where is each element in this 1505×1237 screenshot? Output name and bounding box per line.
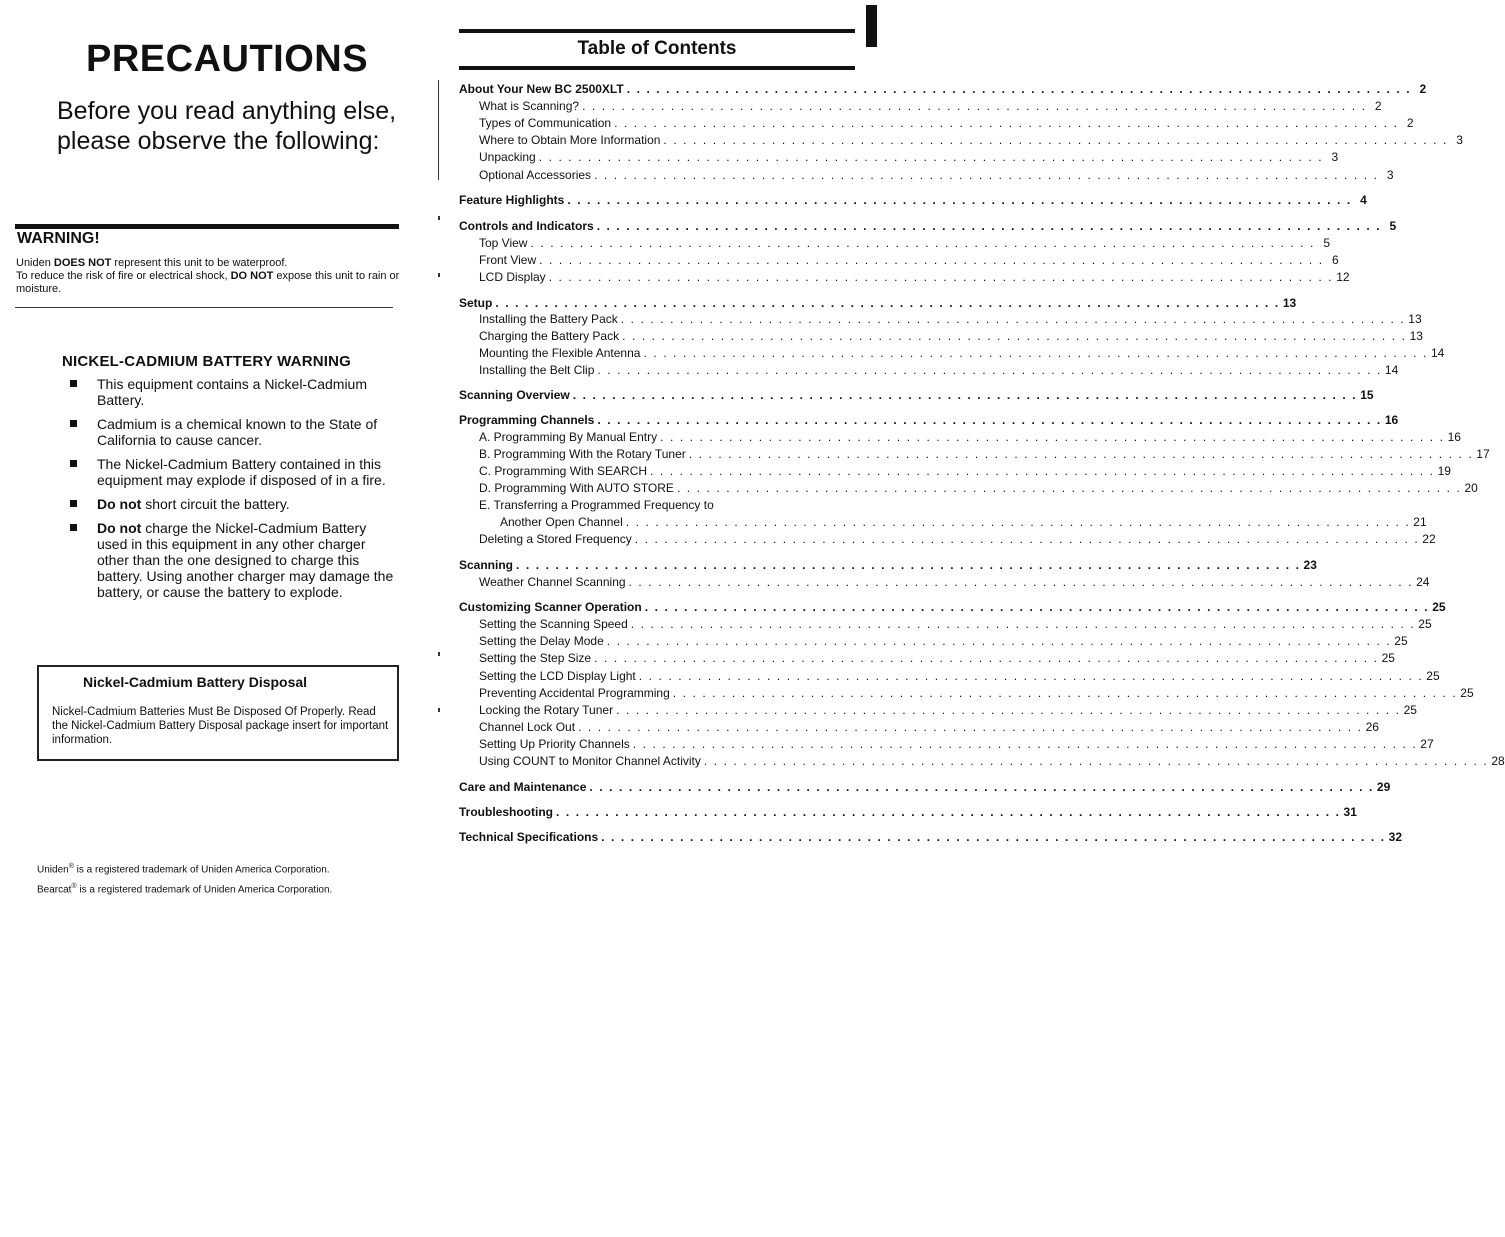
- toc-leader-dots: . . . . . . . . . . . . . . . . . . . . . . . . . . . . . . . . . . . . . . . . . . . . . . . . . . . . . . . . . . . . . . . . . . . . . . . . . . . . . . . .: [622, 329, 1407, 343]
- toc-entry: [459, 385, 1374, 402]
- toc-entry: [459, 495, 858, 512]
- toc-page-number: 6: [1331, 253, 1339, 267]
- bullet-icon: [70, 460, 77, 467]
- battery-disposal-box: [37, 665, 399, 761]
- toc-entry: [459, 233, 1330, 250]
- toc-entry-label: Optional Accessories: [479, 168, 592, 182]
- toc-leader-dots: . . . . . . . . . . . . . . . . . . . . . . . . . . . . . . . . . . . . . . . . . . . . . . . . . . . . . . . . . . . . . . . . . . . . . . . . . . . . . . . .: [672, 686, 1458, 700]
- toc-entry: [459, 190, 1367, 207]
- toc-entry-label: About Your New BC 2500XLT: [459, 82, 624, 96]
- toc-entry-label: Customizing Scanner Operation: [459, 600, 642, 614]
- toc-page-number: 2: [1406, 116, 1414, 130]
- toc-entry-label: D. Programming With AUTO STORE: [479, 481, 674, 495]
- toc-leader-dots: . . . . . . . . . . . . . . . . . . . . . . . . . . . . . . . . . . . . . . . . . . . . . . . . . . . . . . . . . . . . . . . . . . . . . . . . . . . . . . . .: [650, 464, 1435, 478]
- scan-speck: [438, 708, 440, 712]
- disposal-text: Nickel-Cadmium Batteries Must Be Disposed Of Properly. Read the Nickel-Cadmium Battery Disposal package insert for important information.: [52, 706, 389, 746]
- toc-entry-label: A. Programming By Manual Entry: [479, 430, 658, 444]
- toc-page-number: 24: [1416, 575, 1430, 589]
- list-item: This equipment contains a Nickel-Cadmium Battery.: [66, 376, 398, 408]
- list-item: Do not charge the Nickel-Cadmium Battery used in this equipment in any other charger other than the one designed to charge this battery. Using another charger may damage the battery, or cause the battery to explode.: [66, 520, 398, 600]
- toc-entry-label: Unpacking: [479, 150, 536, 164]
- page-title: PRECAUTIONS: [86, 38, 369, 80]
- toc-page-number: 26: [1365, 720, 1379, 734]
- toc-entry: [459, 648, 1395, 665]
- toc-leader-dots: . . . . . . . . . . . . . . . . . . . . . . . . . . . . . . . . . . . . . . . . . . . . . . . . . . . . . . . . . . . . . . . . . . . . . . . . . . . . . . . .: [632, 737, 1418, 751]
- toc-page-number: 3: [1386, 168, 1394, 182]
- toc-entry-label: Setting the Scanning Speed: [479, 617, 628, 631]
- toc-page-number: 13: [1282, 296, 1297, 310]
- toc-entry-label: Front View: [479, 253, 537, 267]
- toc-entry: [459, 267, 1350, 284]
- toc-leader-dots: . . . . . . . . . . . . . . . . . . . . . . . . . . . . . . . . . . . . . . . . . . . . . . . . . . . . . . . . . . . . . . . . . . . . . . . . . . . . . . . .: [596, 219, 1382, 233]
- toc-leader-dots: . . . . . . . . . . . . . . . . . . . . . . . . . . . . . . . . . . . . . . . . . . . . . . . . . . . . . . . . . . . . . . . . . . . . . . . . . . . . . . . .: [643, 346, 1428, 360]
- toc-page-number: 25: [1432, 600, 1446, 614]
- toc-leader-dots: . . . . . . . . . . . . . . . . . . . . . . . . . . . . . . . . . . . . . . . . . . . . . . . . . . . . . . . . . . . . . . . . . . . . . . . . . . . . . . . .: [634, 532, 1420, 546]
- toc-entry-label: Installing the Battery Pack: [479, 312, 618, 326]
- toc-page-number: 25: [1460, 686, 1474, 700]
- scan-speck: [438, 273, 440, 277]
- toc-entry-label: B. Programming With the Rotary Tuner: [479, 447, 686, 461]
- intro-text: Before you read anything else, please observe the following:: [57, 97, 397, 155]
- toc-leader-dots: . . . . . . . . . . . . . . . . . . . . . . . . . . . . . . . . . . . . . . . . . . . . . . . . . . . . . . . . . . . . . . . . . . . . . . . . . . . . . . . .: [572, 388, 1358, 402]
- toc-entry: [459, 478, 1478, 495]
- toc-entry-label: Troubleshooting: [459, 805, 553, 819]
- toc-page-number: 16: [1384, 413, 1399, 427]
- toc-leader-dots: . . . . . . . . . . . . . . . . . . . . . . . . . . . . . . . . . . . . . . . . . . . . . . . . . . . . . . . . . . . . . . . . . . . . . . . . . . . . . . . .: [644, 600, 1430, 614]
- bullet-icon: [70, 500, 77, 507]
- toc-rule-top: [459, 29, 855, 33]
- toc-entry-label: Where to Obtain More Information: [479, 133, 661, 147]
- toc-page-number: 15: [1360, 388, 1374, 402]
- toc-entry-label: Scanning Overview: [459, 388, 570, 402]
- toc-page-number: 3: [1456, 133, 1463, 147]
- toc-entry: [459, 734, 1434, 751]
- toc-leader-dots: . . . . . . . . . . . . . . . . . . . . . . . . . . . . . . . . . . . . . . . . . . . . . . . . . . . . . . . . . . . . . . . . . . . . . . . . . . . . . . . .: [601, 830, 1386, 844]
- toc-page-number: 5: [1389, 219, 1397, 233]
- toc-entry-label: Locking the Rotary Tuner: [479, 703, 614, 717]
- bullet-icon: [70, 380, 77, 387]
- toc-entry-label: E. Transferring a Programmed Frequency to: [479, 498, 714, 512]
- toc-entry: [459, 96, 1382, 113]
- list-item: The Nickel-Cadmium Battery contained in this equipment may explode if disposed of in a fire.: [66, 456, 398, 488]
- toc-entry: [459, 360, 1399, 377]
- warning-rule-top: [15, 224, 399, 229]
- toc-page-number: 3: [1331, 150, 1339, 164]
- trademark-notes: [37, 858, 332, 899]
- toc-leader-dots: . . . . . . . . . . . . . . . . . . . . . . . . . . . . . . . . . . . . . . . . . . . . . . . . . . . . . . . . . . . . . . . . . . . . . . . . . . . . . . . .: [638, 669, 1424, 683]
- toc-page-number: 14: [1384, 363, 1399, 377]
- toc-leader-dots: . . . . . . . . . . . . . . . . . . . . . . . . . . . . . . . . . . . . . . . . . . . . . . . . . . . . . . . . . . . . . . . . . . . . . . . . . . . . . . . .: [582, 99, 1367, 113]
- toc-page-number: 22: [1422, 532, 1436, 546]
- toc-entry: [459, 512, 1427, 529]
- toc-page-number: 20: [1464, 481, 1478, 495]
- toc-page-number: 31: [1343, 805, 1357, 819]
- toc-entry-label: LCD Display: [479, 270, 546, 284]
- toc-leader-dots: . . . . . . . . . . . . . . . . . . . . . . . . . . . . . . . . . . . . . . . . . . . . . . . . . . . . . . . . . . . . . . . . . . . . . . . . . . . . . . . .: [688, 447, 1474, 461]
- toc-entry: [459, 631, 1408, 648]
- toc-entry: [459, 113, 1414, 130]
- toc-leader-dots: . . . . . . . . . . . . . . . . . . . . . . . . . . . . . . . . . . . . . . . . . . . . . . . . . . . . . . . . . . . . . . . . . . . . . . . . . . . . . . . .: [548, 270, 1334, 284]
- toc-leader-dots: . . . . . . . . . . . . . . . . . . . . . . . . . . . . . . . . . . . . . . . . . . . . . . . . . . . . . . . . . . . . . . . . . . . . . . . . . . . . . . . .: [597, 413, 1382, 427]
- toc-entry: [459, 216, 1397, 233]
- warning-rule-bottom: [15, 307, 393, 308]
- toc-page-number: 28: [1491, 754, 1505, 768]
- toc-page-number: 27: [1420, 737, 1434, 751]
- toc-entry-label: Technical Specifications: [459, 830, 599, 844]
- toc-leader-dots: . . . . . . . . . . . . . . . . . . . . . . . . . . . . . . . . . . . . . . . . . . . . . . . . . . . . . . . . . . . . . . . . . . . . . . . . . . . . . . . .: [556, 805, 1341, 819]
- toc-entry-label: Care and Maintenance: [459, 780, 587, 794]
- toc-entry: [459, 572, 1430, 589]
- toc-page-number: 25: [1381, 651, 1395, 665]
- toc-leader-dots: . . . . . . . . . . . . . . . . . . . . . . . . . . . . . . . . . . . . . . . . . . . . . . . . . . . . . . . . . . . . . . . . . . . . . . . . . . . . . . . .: [625, 515, 1411, 529]
- toc-entry-label: Scanning: [459, 558, 514, 572]
- warning-heading: WARNING!: [17, 230, 100, 247]
- toc-leader-dots: . . . . . . . . . . . . . . . . . . . . . . . . . . . . . . . . . . . . . . . . . . . . . . . . . . . . . . . . . . . . . . . . . . . . . . . . . . . . . . . .: [620, 312, 1406, 326]
- toc-entry: [459, 529, 1436, 546]
- toc-entry-label: Programming Channels: [459, 413, 595, 427]
- toc-entry: [459, 827, 1403, 844]
- disposal-title: Nickel-Cadmium Battery Disposal: [83, 674, 308, 690]
- toc-leader-dots: . . . . . . . . . . . . . . . . . . . . . . . . . . . . . . . . . . . . . . . . . . . . . . . . . . . . . . . . . . . . . . . . . . . . . . . . . . . . . . . .: [663, 133, 1448, 147]
- toc-entry: [459, 751, 1505, 768]
- toc-entry-label: Mounting the Flexible Antenna: [479, 346, 641, 360]
- list-item: Do not short circuit the battery.: [66, 496, 398, 512]
- toc-page-number: 13: [1409, 329, 1423, 343]
- toc-entry: [459, 293, 1297, 310]
- toc-entry: [459, 343, 1445, 360]
- toc-leader-dots: . . . . . . . . . . . . . . . . . . . . . . . . . . . . . . . . . . . . . . . . . . . . . . . . . . . . . . . . . . . . . . . . . . . . . . . . . . . . . . . .: [567, 193, 1352, 207]
- toc-entry: [459, 147, 1339, 164]
- toc-entry-label: Channel Lock Out: [479, 720, 576, 734]
- column-divider: [438, 80, 439, 180]
- toc-entry-label: Preventing Accidental Programming: [479, 686, 670, 700]
- toc-leader-dots: . . . . . . . . . . . . . . . . . . . . . . . . . . . . . . . . . . . . . . . . . . . . . . . . . . . . . . . . . . . . . . . . . . . . . . . . . . . . . . . .: [626, 82, 1412, 96]
- nicad-warning-list: [66, 376, 398, 608]
- toc-page-number: 21: [1413, 515, 1427, 529]
- toc-page-number: 2: [1374, 99, 1382, 113]
- toc-leader-dots: . . . . . . . . . . . . . . . . . . . . . . . . . . . . . . . . . . . . . . . . . . . . . . . . . . . . . . . . . . . . . . . . . . . . . . . . . . . . . . . .: [597, 363, 1382, 377]
- scan-speck: [438, 652, 440, 656]
- toc-entry: [459, 683, 1474, 700]
- trademark-bearcat: Bearcat® is a registered trademark of Uniden America Corporation.: [37, 883, 333, 896]
- scan-speck: [438, 216, 440, 220]
- toc-entry-label: Controls and Indicators: [459, 219, 594, 233]
- toc-leader-dots: . . . . . . . . . . . . . . . . . . . . . . . . . . . . . . . . . . . . . . . . . . . . . . . . . . . . . . . . . . . . . . . . . . . . . . . . . . . . . . . .: [594, 168, 1379, 182]
- toc-leader-dots: . . . . . . . . . . . . . . . . . . . . . . . . . . . . . . . . . . . . . . . . . . . . . . . . . . . . . . . . . . . . . . . . . . . . . . . . . . . . . . . .: [660, 430, 1445, 444]
- bullet-icon: [70, 524, 77, 531]
- toc-page-number: 23: [1303, 558, 1317, 572]
- toc-entry-label: Using COUNT to Monitor Channel Activity: [479, 754, 701, 768]
- toc-entry-label: Another Open Channel: [500, 515, 623, 529]
- toc-entry: [459, 597, 1446, 614]
- toc-leader-dots: . . . . . . . . . . . . . . . . . . . . . . . . . . . . . . . . . . . . . . . . . . . . . . . . . . . . . . . . . . . . . . . . . . . . . . . . . . . . . . . .: [516, 558, 1301, 572]
- toc-entry: [459, 666, 1440, 683]
- toc-entry-label: Types of Communication: [479, 116, 612, 130]
- toc-entry-label: Deleting a Stored Frequency: [479, 532, 632, 546]
- toc-page-number: 25: [1418, 617, 1432, 631]
- toc-entry: [459, 777, 1391, 794]
- toc-leader-dots: . . . . . . . . . . . . . . . . . . . . . . . . . . . . . . . . . . . . . . . . . . . . . . . . . . . . . . . . . . . . . . . . . . . . . . . . . . . . . . . .: [614, 116, 1399, 130]
- trademark-uniden: Uniden® is a registered trademark of Uniden America Corporation.: [37, 863, 330, 876]
- toc-entry-label: What is Scanning?: [479, 99, 580, 113]
- list-item: Cadmium is a chemical known to the State of California to cause cancer.: [66, 416, 398, 448]
- toc-leader-dots: . . . . . . . . . . . . . . . . . . . . . . . . . . . . . . . . . . . . . . . . . . . . . . . . . . . . . . . . . . . . . . . . . . . . . . . . . . . . . . . .: [578, 720, 1363, 734]
- toc-entry: [459, 555, 1317, 572]
- toc-page-number: 25: [1403, 703, 1417, 717]
- toc-page-number: 19: [1437, 464, 1451, 478]
- toc-page-number: 25: [1426, 669, 1440, 683]
- toc-leader-dots: . . . . . . . . . . . . . . . . . . . . . . . . . . . . . . . . . . . . . . . . . . . . . . . . . . . . . . . . . . . . . . . . . . . . . . . . . . . . . . . .: [495, 296, 1280, 310]
- toc-entry: [459, 700, 1417, 717]
- toc-entry-label: Charging the Battery Pack: [479, 329, 620, 343]
- toc-entry-label: Setup: [459, 296, 493, 310]
- toc-rule-bottom: [459, 66, 855, 70]
- toc-leader-dots: . . . . . . . . . . . . . . . . . . . . . . . . . . . . . . . . . . . . . . . . . . . . . . . . . . . . . . . . . . . . . . . . . . . . . . . . . . . . . . . .: [630, 617, 1416, 631]
- toc-leader-dots: . . . . . . . . . . . . . . . . . . . . . . . . . . . . . . . . . . . . . . . . . . . . . . . . . . . . . . . . . . . . . . . . . . . . . . . . . . . . . . . .: [616, 703, 1401, 717]
- toc-entry: [459, 165, 1394, 182]
- toc-entry: [459, 79, 1427, 96]
- toc-entry: [459, 427, 1461, 444]
- toc-page-number: 32: [1388, 830, 1403, 844]
- toc-title: Table of Contents: [577, 38, 737, 59]
- toc-entry-label: Setting Up Priority Channels: [479, 737, 630, 751]
- nicad-warning-heading: NICKEL-CADMIUM BATTERY WARNING: [62, 353, 352, 370]
- toc-entry: [459, 410, 1399, 427]
- toc-entry: [459, 717, 1379, 734]
- toc-entry-label: C. Programming With SEARCH: [479, 464, 648, 478]
- toc-entry-label: Feature Highlights: [459, 193, 565, 207]
- toc-entry: [459, 309, 1422, 326]
- toc-entry-label: Top View: [479, 236, 528, 250]
- toc-leader-dots: . . . . . . . . . . . . . . . . . . . . . . . . . . . . . . . . . . . . . . . . . . . . . . . . . . . . . . . . . . . . . . . . . . . . . . . . . . . . . . . .: [539, 253, 1324, 267]
- toc-leader-dots: . . . . . . . . . . . . . . . . . . . . . . . . . . . . . . . . . . . . . . . . . . . . . . . . . . . . . . . . . . . . . . . . . . . . . . . . . . . . . . . .: [606, 634, 1392, 648]
- toc-entry: [459, 130, 1463, 147]
- toc-page-number: 16: [1447, 430, 1461, 444]
- toc-entry: [459, 326, 1423, 343]
- toc-page-number: 12: [1336, 270, 1350, 284]
- toc-entry: [459, 250, 1339, 267]
- toc-entry-label: Installing the Belt Clip: [479, 363, 595, 377]
- bullet-icon: [70, 420, 77, 427]
- toc-page-number: 17: [1476, 447, 1490, 461]
- toc-leader-dots: . . . . . . . . . . . . . . . . . . . . . . . . . . . . . . . . . . . . . . . . . . . . . . . . . . . . . . . . . . . . . . . . . . . . . . . . . . . . . . . .: [530, 236, 1315, 250]
- toc-leader-dots: . . . . . . . . . . . . . . . . . . . . . . . . . . . . . . . . . . . . . . . . . . . . . . . . . . . . . . . . . . . . . . . . . . . . . . . . . . . . . . . .: [589, 780, 1374, 794]
- toc-page-number: 29: [1376, 780, 1391, 794]
- toc-entry: [459, 614, 1432, 631]
- toc-page-number: 2: [1419, 82, 1427, 96]
- toc-leader-dots: . . . . . . . . . . . . . . . . . . . . . . . . . . . . . . . . . . . . . . . . . . . . . . . . . . . . . . . . . . . . . . . . . . . . . . . . . . . . . . . .: [628, 575, 1414, 589]
- toc-leader-dots: . . . . . . . . . . . . . . . . . . . . . . . . . . . . . . . . . . . . . . . . . . . . . . . . . . . . . . . . . . . . . . . . . . . . . . . . . . . . . . . .: [676, 481, 1462, 495]
- toc-entry: [459, 461, 1451, 478]
- warning-text: Uniden DOES NOT represent this unit to be waterproof. To reduce the risk of fire or electrical shock, DO NOT expose this unit to rain or moisture.: [16, 257, 400, 295]
- toc-entry-label: Setting the LCD Display Light: [479, 669, 636, 683]
- toc-entry-label: Setting the Delay Mode: [479, 634, 604, 648]
- toc-page-number: 5: [1323, 236, 1330, 250]
- toc-leader-dots: . . . . . . . . . . . . . . . . . . . . . . . . . . . . . . . . . . . . . . . . . . . . . . . . . . . . . . . . . . . . . . . . . . . . . . . . . . . . . . . .: [703, 754, 1489, 768]
- toc-leader-dots: . . . . . . . . . . . . . . . . . . . . . . . . . . . . . . . . . . . . . . . . . . . . . . . . . . . . . . . . . . . . . . . . . . . . . . . . . . . . . . . .: [538, 150, 1324, 164]
- page-edge-marker: [866, 5, 877, 47]
- toc-entry-label: Weather Channel Scanning: [479, 575, 626, 589]
- toc-entry-label: Setting the Step Size: [479, 651, 592, 665]
- toc-entry: [459, 444, 1490, 461]
- toc-leader-dots: . . . . . . . . . . . . . . . . . . . . . . . . . . . . . . . . . . . . . . . . . . . . . . . . . . . . . . . . . . . . . . . . . . . . . . . . . . . . . . . .: [594, 651, 1379, 665]
- toc-page-number: 4: [1360, 193, 1367, 207]
- toc-page-number: 13: [1408, 312, 1422, 326]
- toc-page-number: 14: [1430, 346, 1445, 360]
- toc-page-number: 25: [1394, 634, 1408, 648]
- toc-entry: [459, 802, 1357, 819]
